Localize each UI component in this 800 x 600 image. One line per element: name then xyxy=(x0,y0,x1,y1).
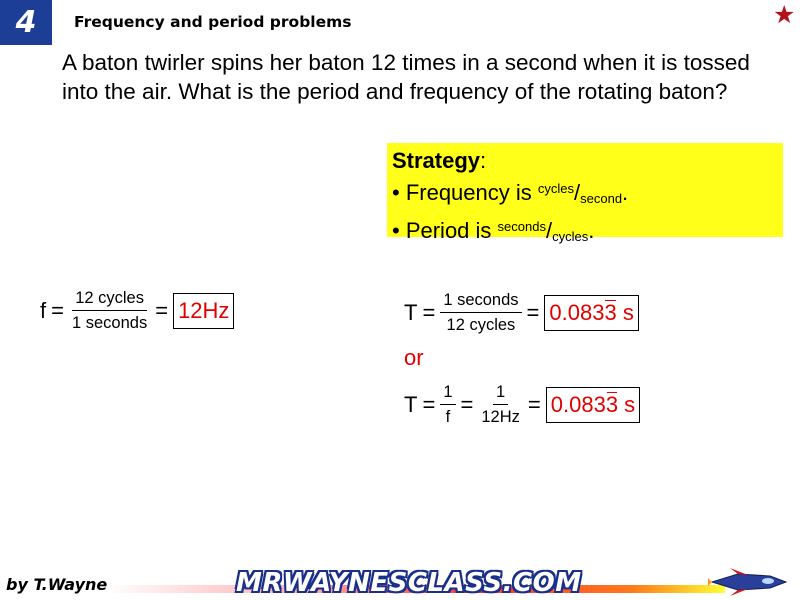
equals-sign: = xyxy=(155,297,169,323)
strategy-frequency-numerator: cycles xyxy=(537,181,574,196)
fraction-numerator: 1 xyxy=(440,382,455,405)
strategy-period-end: . xyxy=(588,218,595,243)
strategy-box xyxy=(387,143,783,244)
equals-sign: = xyxy=(526,299,540,325)
period-fraction xyxy=(440,290,521,335)
period-numerator: 1 seconds xyxy=(440,290,521,313)
fraction-denominator: f xyxy=(445,408,451,426)
star-icon: ★ xyxy=(773,0,796,29)
period-equation-2 xyxy=(404,382,640,427)
strategy-period-denominator: cycles xyxy=(552,229,589,244)
frequency-fraction xyxy=(69,288,150,333)
rocket-icon xyxy=(708,568,788,596)
strategy-label: Strategy xyxy=(392,148,481,173)
period-answer-box-1 xyxy=(544,295,638,331)
period-denominator: 12 cycles xyxy=(446,316,516,334)
footer-author: by T.Wayne xyxy=(6,575,108,594)
footer-logo: MRWAYNESCLASS.COM xyxy=(236,568,582,598)
period-answer-box-2 xyxy=(546,387,640,423)
equals-sign: = xyxy=(460,391,474,417)
strategy-colon: : xyxy=(480,148,487,173)
slide-title: Frequency and period problems xyxy=(74,13,352,31)
strategy-period-slash: / xyxy=(545,218,553,243)
strategy-period-prefix: • Period is xyxy=(392,218,498,243)
frequency-numerator: 12 cycles xyxy=(72,288,147,311)
strategy-frequency-end: . xyxy=(622,180,629,205)
strategy-frequency-prefix: • Frequency is xyxy=(392,180,538,205)
strategy-period-line xyxy=(392,213,778,251)
strategy-frequency-denominator: second xyxy=(580,191,623,206)
fraction-denominator: 12Hz xyxy=(481,408,520,426)
period-answer-unit: s xyxy=(616,299,634,325)
frequency-denominator: 1 seconds xyxy=(71,314,148,332)
reciprocal-f-fraction xyxy=(440,382,455,427)
repeating-digit: 3 xyxy=(604,296,616,330)
question-text: A baton twirler spins her baton 12 times in a second when it is tossed into the air. What is the period and frequency of the rotating baton? xyxy=(62,50,750,104)
period-equation-1 xyxy=(404,290,639,335)
strategy-frequency-slash: / xyxy=(574,180,581,205)
frequency-answer-box: 12Hz xyxy=(173,293,234,329)
equals-sign: = xyxy=(422,299,436,325)
period-answer-unit: s xyxy=(618,391,636,417)
fraction-numerator: 1 xyxy=(493,382,508,405)
reciprocal-hz-fraction xyxy=(478,382,523,427)
repeating-digit: 3 xyxy=(606,388,618,422)
strategy-heading xyxy=(392,147,778,175)
or-text: or xyxy=(404,345,424,370)
period-answer-digits: 0.083 xyxy=(550,391,606,417)
equals-sign: = xyxy=(51,297,64,323)
period-variable: T xyxy=(404,299,418,325)
slide-number-badge: 4 xyxy=(0,0,52,45)
period-variable: T xyxy=(404,391,418,417)
equals-sign: = xyxy=(422,391,436,417)
strategy-period-numerator: seconds xyxy=(497,219,546,234)
frequency-variable: f xyxy=(40,297,47,323)
period-answer-digits: 0.083 xyxy=(549,299,605,325)
equals-sign: = xyxy=(527,391,541,417)
strategy-frequency-line xyxy=(392,175,778,213)
frequency-equation xyxy=(40,288,234,333)
